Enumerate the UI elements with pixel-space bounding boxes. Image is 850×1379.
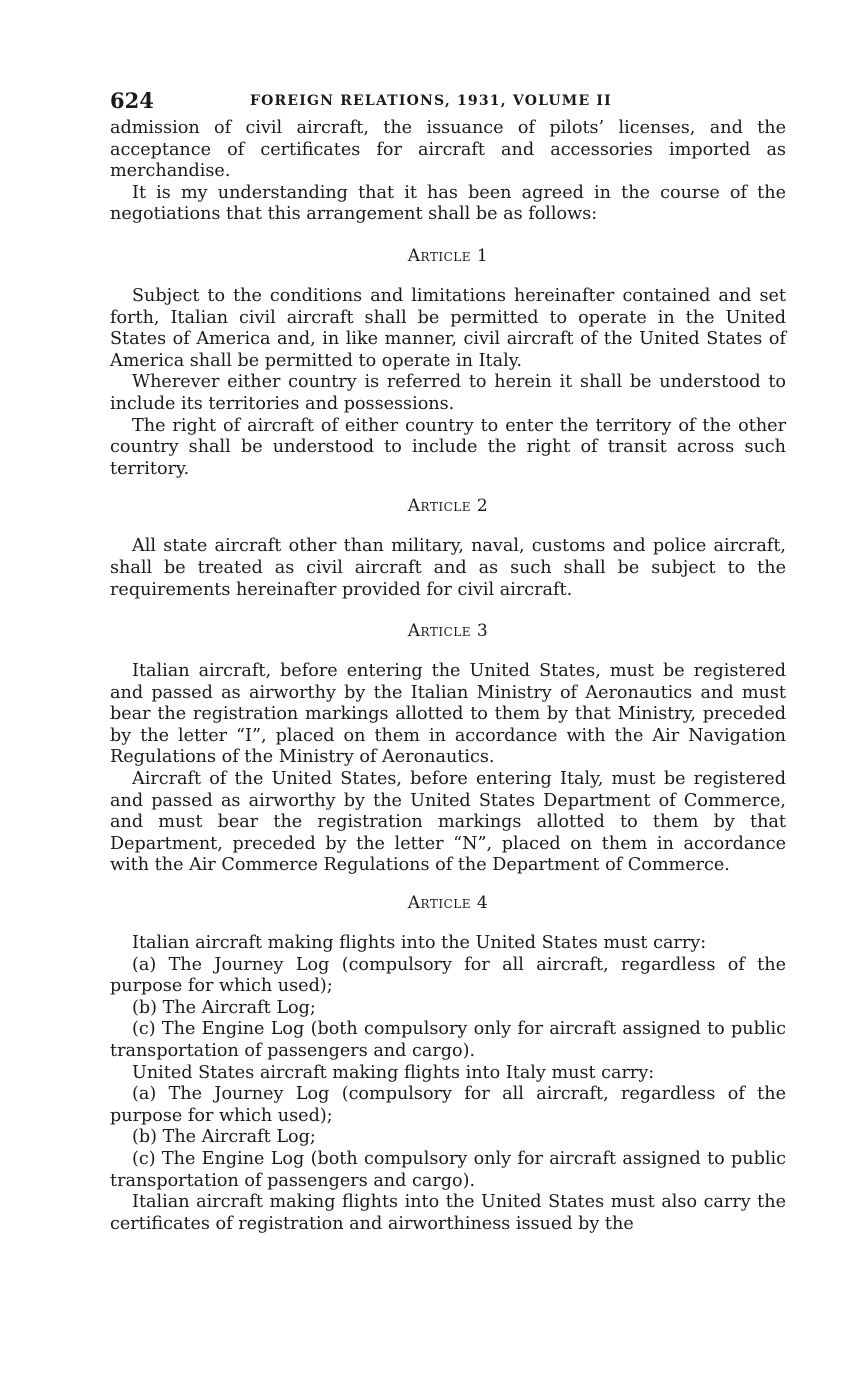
article-1-heading: Article 1 xyxy=(407,245,489,266)
article-4-item-b-us: (b) The Aircraft Log; xyxy=(132,1127,316,1148)
running-title: FOREIGN RELATIONS, 1931, VOLUME II xyxy=(250,93,612,109)
page-number: 624 xyxy=(110,88,154,113)
article-4-item-a-us: (a) The Journey Log (compulsory for all aircraft, regardless of the purpose for which used); xyxy=(110,1084,786,1126)
article-4-item-a-italian: (a) The Journey Log (compulsory for all aircraft, regardless of the purpose for which used); xyxy=(110,954,786,997)
article-4-item-c-italian: (c) The Engine Log (both compulsory only for aircraft assigned to public transportation of passengers and cargo). xyxy=(110,1019,786,1061)
article-2-heading: Article 2 xyxy=(407,496,489,517)
article-1-paragraph-3: The right of aircraft of either country to enter the territory of the other country shall be understood to include the right of transit across such territory. xyxy=(110,415,786,479)
article-2-paragraph-1: All state aircraft other than military, naval, customs and police aircraft, shall be treated as civil aircraft and as such shall be subject to the requirements hereinafter provided for civil aircraft. xyxy=(110,536,786,600)
article-4-heading: Article 4 xyxy=(407,893,489,914)
intro-paragraph: It is my understanding that it has been agreed in the course of the negotiations that this arrangement shall be as follows: xyxy=(110,182,786,225)
document-page xyxy=(110,88,786,1235)
running-header xyxy=(110,88,786,118)
article-3-paragraph-1: Italian aircraft, before entering the United States, must be registered and passed as airworthy by the Italian Ministry of Aeronautics and must bear the registration markings allotted to them by that Ministry, preceded by the letter “I”, placed on them in accordance with the Air Navigation Regulations of the Ministry of Aeronautics. xyxy=(110,661,786,768)
article-4-paragraph-3: Italian aircraft making flights into the United States must also carry the certificates of registration and airworthiness issued by the xyxy=(110,1192,786,1234)
article-4-paragraph-1: Italian aircraft making flights into the United States must carry: xyxy=(132,933,707,954)
article-4-paragraph-2: United States aircraft making flights into Italy must carry: xyxy=(132,1062,655,1083)
article-1-paragraph-1: Subject to the conditions and limitations hereinafter contained and set forth, Italian civil aircraft shall be permitted to operate in the United States of America and, in like manner, civil aircraft of the United States of America shall be permitted to operate in Italy. xyxy=(110,285,786,371)
article-3-paragraph-2: Aircraft of the United States, before entering Italy, must be registered and passed as airworthy by the United States Department of Commerce, and must bear the registration markings allotted to them by that Department, preceded by the letter “N”, placed on them in accordance with the Air Commerce Regulations of the Department of Commerce. xyxy=(110,769,786,876)
intro-paragraph-continuation: admission of civil aircraft, the issuance of pilots’ licenses, and the acceptance of certificates for aircraft and accessories imported as merchandise. xyxy=(110,118,786,182)
article-4-item-c-us: (c) The Engine Log (both compulsory only for aircraft assigned to public transportation of passengers and cargo). xyxy=(110,1148,786,1191)
article-1-paragraph-2: Wherever either country is referred to herein it shall be understood to include its territories and possessions. xyxy=(110,372,786,414)
article-3-heading: Article 3 xyxy=(407,621,489,642)
article-4-item-b-italian: (b) The Aircraft Log; xyxy=(132,997,316,1018)
